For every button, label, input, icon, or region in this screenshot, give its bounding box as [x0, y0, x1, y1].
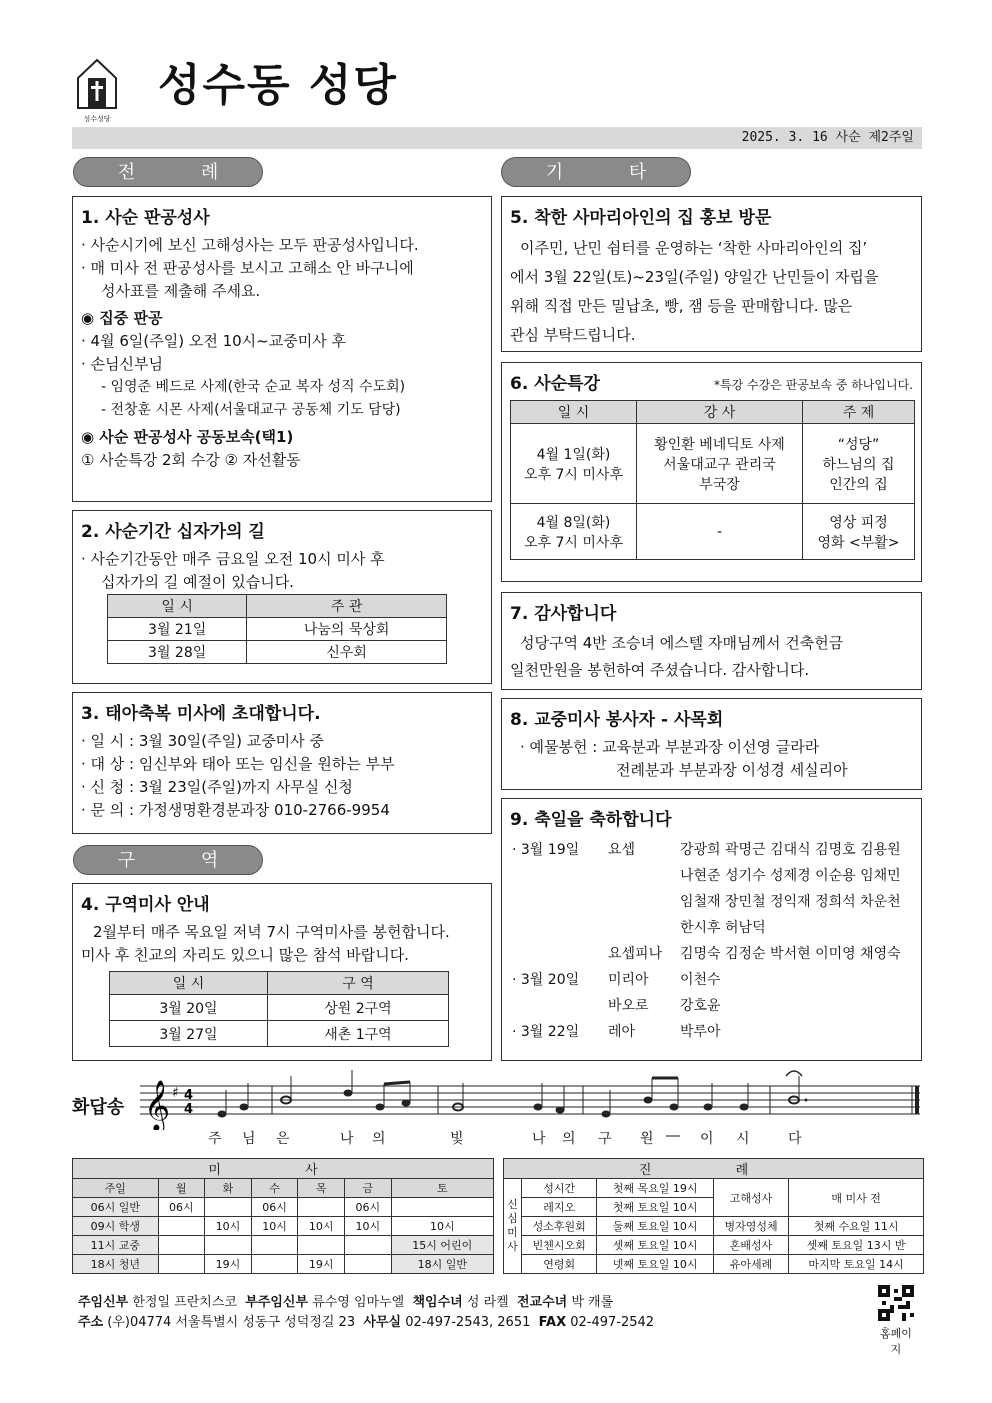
table-header: 목: [298, 1179, 345, 1198]
list-item: [510, 1018, 903, 1044]
table-row: [511, 424, 915, 504]
table-cell: [158, 1236, 205, 1255]
section-district: 구 역: [73, 845, 263, 875]
notice-line: 에서 3월 22일(토)~23일(주일) 양일간 난민들이 자립을: [510, 268, 879, 286]
table-cell: 10시: [298, 1217, 345, 1236]
table-cell: [158, 1255, 205, 1274]
lyric-syllable: 원: [640, 1131, 654, 1147]
table-cell: 넷째 토요일 10시: [597, 1255, 713, 1274]
table-cell: -: [637, 504, 803, 560]
sacrament-table: [503, 1158, 924, 1274]
table-cell: [298, 1236, 345, 1255]
table-cell: 유아세례: [713, 1255, 788, 1274]
feast-names: 임철재 장민철 정익재 정희석 차운천: [680, 894, 901, 910]
notice-line: · 대 상 : 임신부와 태아 또는 임신을 원하는 부부: [81, 755, 395, 773]
table-cell: “성당” 하느님의 집 인간의 집: [803, 424, 915, 504]
svg-text:4: 4: [184, 1088, 194, 1103]
feast-date: [510, 914, 606, 940]
feast-date: · 3월 22일: [512, 1024, 580, 1040]
notice-feast-days: [501, 798, 922, 1061]
table-cell: [158, 1217, 205, 1236]
notice-line: 미사 후 친교의 자리도 있으니 많은 참석 바랍니다.: [81, 946, 409, 964]
logo-caption: 성수성당: [83, 115, 111, 123]
table-cell: 10시: [345, 1217, 392, 1236]
table-row: [73, 1236, 494, 1255]
psalm-label: 화답송: [72, 1097, 125, 1118]
feast-date: [510, 992, 606, 1018]
lyric-syllable: 은: [276, 1131, 290, 1147]
church-logo: [76, 58, 118, 123]
table-cell: 18시 청년: [73, 1255, 159, 1274]
page-title: 성수동 성당: [158, 60, 398, 111]
sacrament-schedule: [503, 1158, 924, 1274]
feast-saint: [606, 888, 678, 914]
notice-line: 위해 직접 만든 밀납초, 빵, 잼 등을 판매합니다. 많은: [510, 297, 853, 315]
footer-contact: [78, 1313, 654, 1333]
church-icon: [76, 58, 118, 110]
footer-value: 성 라켈: [466, 1295, 509, 1310]
section-etc: 기 타: [501, 157, 691, 187]
feast-names: 박루아: [680, 1024, 721, 1040]
footer-key: 전교수녀: [516, 1295, 568, 1310]
notice-line: · 신 청 : 3월 23일(주일)까지 사무실 신청: [81, 778, 353, 796]
table-header: 일 시: [110, 972, 268, 995]
list-item: [510, 914, 903, 940]
table-cell: 레지오: [522, 1198, 597, 1217]
table-cell: 영상 피정 영화 <부활>: [803, 504, 915, 560]
notice-fetus-blessing: [72, 692, 492, 834]
mass-schedule: [72, 1158, 494, 1274]
mass-table: [72, 1158, 494, 1274]
table-cell: 나눔의 묵상회: [247, 618, 447, 641]
footer-value: 박 캐롤: [571, 1295, 614, 1310]
notice-line: · 예물봉헌 : 교육분과 부분과장 이선영 글라라: [520, 738, 820, 756]
list-item: [510, 966, 903, 992]
feast-names: 이천수: [680, 972, 721, 988]
devotion-mass-label: 신심미사: [504, 1179, 522, 1274]
table-cell: 06시: [158, 1198, 205, 1217]
table-header: 월: [158, 1179, 205, 1198]
feast-date: [510, 940, 606, 966]
footer-key: 주소: [78, 1315, 104, 1330]
table-row: [73, 1217, 494, 1236]
lyric-syllable: ―: [666, 1128, 680, 1144]
table-header: 수: [251, 1179, 298, 1198]
table-row: [108, 641, 447, 664]
table-cell: 첫째 토요일 10시: [597, 1198, 713, 1217]
table-cell: 셋째 토요일 10시: [597, 1236, 713, 1255]
notice-title: 3. 태아축복 미사에 초대합니다.: [81, 704, 321, 724]
feast-names: 나현준 성기수 성제경 이순용 임채민: [680, 868, 901, 884]
table-row: [504, 1179, 924, 1198]
table-cell: 둘째 토요일 10시: [597, 1217, 713, 1236]
lyric-syllable: 의: [372, 1131, 386, 1147]
qr-code-icon[interactable]: [878, 1285, 914, 1321]
table-cell: 빈첸시오회: [522, 1236, 597, 1255]
lyric-syllable: 님: [242, 1131, 256, 1147]
notice-title: 2. 사순기간 십자가의 길: [81, 522, 265, 542]
notice-line: 전례분과 부분과장 이성경 세실리아: [616, 761, 848, 779]
table-cell: 신우회: [247, 641, 447, 664]
notice-lent-lecture: [501, 362, 922, 582]
notice-title: 4. 구역미사 안내: [81, 895, 210, 915]
list-item: [510, 992, 903, 1018]
table-header: 주일: [73, 1179, 159, 1198]
notice-line: 일천만원을 봉헌하여 주셨습니다. 감사합니다.: [510, 661, 810, 679]
table-row: [110, 1021, 449, 1047]
table-cell: 병자영성체: [713, 1217, 788, 1236]
svg-text:♯: ♯: [172, 1085, 179, 1101]
table-header: 일 시: [511, 401, 637, 424]
table-cell: [251, 1236, 298, 1255]
table-cell: 4월 8일(화) 오후 7시 미사후: [511, 504, 637, 560]
svg-text:4: 4: [184, 1102, 194, 1117]
notice-line: 성당구역 4반 조승녀 에스텔 자매님께서 건축헌금: [520, 634, 844, 652]
table-cell: 첫째 수요일 11시: [789, 1217, 924, 1236]
notice-line: · 손님신부님: [81, 355, 163, 373]
notice-line: ◉ 사순 판공성사 공동보속(택1): [81, 428, 294, 446]
feast-date: [510, 862, 606, 888]
table-cell: 연령회: [522, 1255, 597, 1274]
notice-title: 1. 사순 판공성사: [81, 208, 210, 228]
table-cell: 황인환 베네딕토 사제 서울대교구 관리국 부국장: [637, 424, 803, 504]
feast-saint: 레아: [608, 1024, 636, 1040]
feast-names: 한시후 허남덕: [680, 920, 766, 936]
notice-line: 2월부터 매주 목요일 저녁 7시 구역미사를 봉헌합니다.: [93, 923, 450, 941]
notice-title: 6. 사순특강: [510, 374, 600, 394]
footer-key: 부주임신부: [245, 1295, 309, 1310]
footer-value: (우)04774 서울특별시 성동구 성덕정길 23: [107, 1315, 356, 1330]
table-cell: 성시간: [522, 1179, 597, 1198]
table-header: 강 사: [637, 401, 803, 424]
notice-volunteers: [501, 698, 922, 790]
table-cell: 3월 27일: [110, 1021, 268, 1047]
feast-saint: 미리아: [608, 972, 649, 988]
table-cell: 3월 28일: [108, 641, 247, 664]
table-cell: 10시: [205, 1217, 252, 1236]
footer-value: 02-497-2542: [570, 1315, 655, 1330]
table-cell: [391, 1198, 493, 1217]
table-row: [504, 1236, 924, 1255]
lyric-syllable: 주: [208, 1131, 222, 1147]
homepage-qr[interactable]: [876, 1285, 916, 1357]
notice-title: 5. 착한 사마리아인의 집 홍보 방문: [510, 208, 772, 228]
notice-title: 9. 축일을 축하합니다: [510, 810, 672, 830]
table-cell: 첫째 목요일 19시: [597, 1179, 713, 1198]
lyric-syllable: 나: [340, 1131, 354, 1147]
feast-date: · 3월 20일: [512, 972, 580, 988]
footer-key: FAX: [538, 1315, 567, 1330]
notice-line: · 4월 6일(주일) 오전 10시~교중미사 후: [81, 332, 346, 350]
table-cell: 4월 1일(화) 오후 7시 미사후: [511, 424, 637, 504]
table-header: 화: [205, 1179, 252, 1198]
table-cell: [345, 1236, 392, 1255]
lyric-syllable: 구: [598, 1131, 612, 1147]
table-cell: 매 미사 전: [789, 1179, 924, 1217]
table-header: 구 역: [267, 972, 448, 995]
table-row: [73, 1198, 494, 1217]
lyric-syllable: 의: [562, 1131, 576, 1147]
notice-line: · 문 의 : 가정생명환경분과장 010-2766-9954: [81, 801, 390, 819]
footer-staff: [78, 1293, 613, 1313]
notice-line: 관심 부탁드립니다.: [510, 326, 636, 344]
table-row: [511, 504, 915, 560]
table-cell: 새촌 1구역: [267, 1021, 448, 1047]
stations-table: [107, 594, 447, 664]
table-cell: 성소후원회: [522, 1217, 597, 1236]
psalm-lyrics: [200, 1128, 820, 1148]
table-cell: 10시: [251, 1217, 298, 1236]
table-cell: [251, 1255, 298, 1274]
feast-saint: 바오로: [608, 998, 649, 1014]
feast-date: · 3월 19일: [512, 842, 580, 858]
table-cell: 06시 일반: [73, 1198, 159, 1217]
table-row: [504, 1217, 924, 1236]
notice-line: ① 사순특강 2회 수강 ② 자선활동: [81, 451, 301, 469]
table-header: 토: [391, 1179, 493, 1198]
list-item: [510, 836, 903, 862]
footer-value: 한정일 프란치스코: [132, 1295, 237, 1310]
table-cell: [298, 1198, 345, 1217]
table-cell: 06시: [251, 1198, 298, 1217]
notice-line: - 전창훈 시몬 사제(서울대교구 공동체 기도 담당): [101, 402, 401, 418]
notice-title: 7. 감사합니다: [510, 604, 617, 624]
table-cell: [205, 1198, 252, 1217]
feast-list: [510, 836, 903, 1044]
lyric-syllable: 나: [532, 1131, 546, 1147]
notice-line: · 사순기간동안 매주 금요일 오전 10시 미사 후: [81, 550, 385, 568]
table-cell: 19시: [205, 1255, 252, 1274]
issue-date: 2025. 3. 16 사순 제2주일: [72, 127, 922, 149]
table-cell: 09시 학생: [73, 1217, 159, 1236]
feast-names: 김명숙 김정순 박서현 이미영 채영숙: [680, 946, 901, 962]
psalm-staff: [140, 1070, 925, 1130]
district-table: [109, 971, 449, 1047]
notice-stations-of-cross: [72, 510, 492, 684]
notice-line: · 사순시기에 보신 고해성사는 모두 판공성사입니다.: [81, 236, 419, 254]
table-cell: [205, 1236, 252, 1255]
lyric-syllable: 시: [736, 1131, 750, 1147]
table-row: [110, 995, 449, 1021]
notice-line: · 매 미사 전 판공성사를 보시고 고해소 안 바구니에: [81, 259, 414, 277]
lyric-syllable: 빛: [450, 1131, 464, 1147]
footer-value: 류수영 임마누엘: [312, 1295, 405, 1310]
table-header: 주 관: [247, 595, 447, 618]
feast-names: 강광희 곽명근 김대식 김명호 김용원: [680, 842, 901, 858]
table-cell: 고해성사: [713, 1179, 788, 1217]
table-row: [108, 618, 447, 641]
table-cell: 11시 교중: [73, 1236, 159, 1255]
lecture-table: [510, 400, 915, 560]
table-cell: 3월 21일: [108, 618, 247, 641]
mass-title: 미 사: [73, 1159, 494, 1179]
notice-line: 이주민, 난민 쉼터를 운영하는 ‘착한 사마리아인의 집’: [520, 239, 868, 257]
lecture-note: *특강 수강은 판공보속 중 하나입니다.: [714, 378, 913, 392]
sacrament-title: 진 례: [504, 1159, 924, 1179]
fermata-icon: [786, 1071, 802, 1076]
table-cell: 마지막 토요일 14시: [789, 1255, 924, 1274]
feast-date: [510, 888, 606, 914]
lyric-syllable: 이: [700, 1131, 714, 1147]
notice-line: 성사표를 제출해 주세요.: [101, 282, 261, 300]
notice-line: · 일 시 : 3월 30일(주일) 교중미사 중: [81, 732, 324, 750]
table-cell: 혼배성사: [713, 1236, 788, 1255]
table-cell: 상원 2구역: [267, 995, 448, 1021]
feast-saint: 요셉피나: [608, 946, 663, 962]
treble-clef-icon: 𝄞: [144, 1080, 171, 1130]
table-cell: 19시: [298, 1255, 345, 1274]
notice-line: 십자가의 길 예절이 있습니다.: [101, 573, 294, 591]
table-cell: 셋째 토요일 13시 반: [789, 1236, 924, 1255]
notice-thanks: [501, 592, 922, 690]
table-cell: 15시 어린이: [391, 1236, 493, 1255]
table-cell: 3월 20일: [110, 995, 268, 1021]
section-liturgy: 전 례: [73, 157, 263, 187]
footer-key: 책임수녀: [412, 1295, 463, 1310]
notice-samaritan-house: [501, 196, 922, 352]
table-header: 일 시: [108, 595, 247, 618]
table-row: [504, 1255, 924, 1274]
footer-key: 주임신부: [78, 1295, 129, 1310]
notice-title: 8. 교중미사 봉사자 - 사목회: [510, 710, 724, 730]
table-cell: 10시: [391, 1217, 493, 1236]
feast-saint: [606, 914, 678, 940]
table-header: 주 제: [803, 401, 915, 424]
footer-value: 02-497-2543, 2651: [405, 1315, 531, 1330]
feast-saint: 요셉: [608, 842, 636, 858]
list-item: [510, 888, 903, 914]
feast-names: 강호윤: [680, 998, 721, 1014]
footer-key: 사무실: [363, 1315, 402, 1330]
table-cell: [345, 1255, 392, 1274]
notice-line: - 임영준 베드로 사제(한국 순교 복자 성직 수도회): [101, 379, 406, 395]
notice-district-mass: [72, 883, 492, 1061]
table-row: [73, 1255, 494, 1274]
table-cell: 18시 일반: [391, 1255, 493, 1274]
table-cell: 06시: [345, 1198, 392, 1217]
homepage-label: 홈페이지: [880, 1327, 912, 1356]
notice-line: ◉ 집중 판공: [81, 309, 163, 327]
lyric-syllable: 다: [788, 1131, 802, 1147]
table-header: 금: [345, 1179, 392, 1198]
feast-saint: [606, 862, 678, 888]
list-item: [510, 940, 903, 966]
notice-lent-confession: [72, 196, 492, 502]
list-item: [510, 862, 903, 888]
